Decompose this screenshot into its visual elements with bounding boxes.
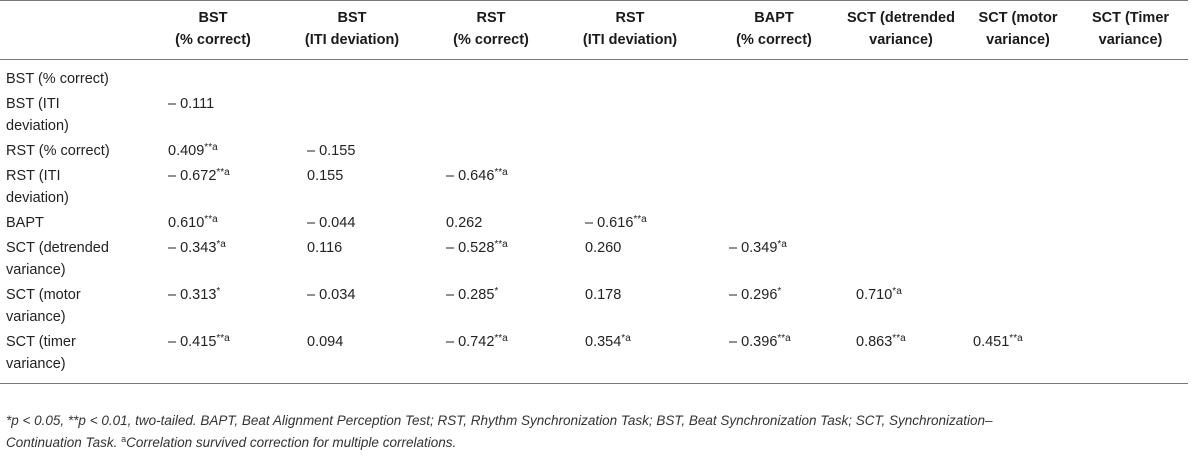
cell-value: – 0.034 (307, 287, 356, 303)
table-cell (431, 92, 551, 139)
correlation-value (856, 284, 946, 306)
footnote-line-2-rest: Correlation survived correction for multiple correlations. (126, 435, 457, 450)
table-cell (963, 92, 1073, 139)
table-cell (551, 139, 709, 164)
table-cell (551, 211, 709, 236)
table-cell (153, 92, 273, 139)
table-cell (551, 92, 709, 139)
cell-value: 0.610 (168, 215, 205, 231)
correlation-value (446, 237, 536, 259)
column-header-line: variance) (986, 32, 1050, 48)
column-header-line: variance) (869, 32, 933, 48)
correlation-value (729, 331, 819, 353)
table-cell (709, 283, 839, 330)
table-row (0, 60, 1188, 93)
row-label-line: deviation) (6, 118, 69, 134)
row-label-line: RST (% correct) (6, 143, 110, 159)
table-cell (709, 60, 839, 93)
table-cell (273, 92, 431, 139)
table-cell (273, 283, 431, 330)
cell-value: 0.262 (446, 215, 483, 231)
cell-value: – 0.285 (446, 287, 495, 303)
table-body (0, 60, 1188, 384)
column-header (0, 1, 153, 60)
table-cell (431, 330, 551, 384)
correlation-value (307, 165, 397, 187)
table-cell (1073, 164, 1188, 211)
table-cell (153, 330, 273, 384)
table-cell (1073, 236, 1188, 283)
table-cell (431, 283, 551, 330)
table-cell (551, 236, 709, 283)
correlation-value (585, 237, 675, 259)
table-cell (153, 60, 273, 93)
table-footnote (6, 410, 1186, 454)
column-header-line: (% correct) (175, 32, 251, 48)
table-cell (153, 283, 273, 330)
table-cell (1073, 92, 1188, 139)
correlation-value (168, 237, 258, 259)
row-label-line: SCT (detrended (6, 240, 109, 256)
significance-marker: *a (216, 239, 226, 250)
table-cell (431, 139, 551, 164)
row-label-line: RST (ITI (6, 168, 61, 184)
column-header-line: (ITI deviation) (304, 32, 400, 48)
cell-value: – 0.672 (168, 168, 217, 184)
cell-value: 0.710 (856, 287, 893, 303)
correlation-value (446, 165, 536, 187)
row-label-line: BAPT (6, 215, 44, 231)
column-header-line: SCT (motor (978, 10, 1058, 26)
column-header-line: BST (198, 10, 228, 26)
row-label (0, 236, 153, 283)
significance-marker: **a (1009, 333, 1023, 344)
correlation-value (585, 331, 675, 353)
table-row (0, 236, 1188, 283)
cell-value: – 0.313 (168, 287, 217, 303)
table-cell (839, 60, 963, 93)
table-cell (431, 211, 551, 236)
cell-value: 0.116 (307, 240, 343, 256)
cell-value: – 0.646 (446, 168, 495, 184)
table-cell (431, 60, 551, 93)
column-header-line: (% correct) (736, 32, 812, 48)
correlation-value (446, 284, 536, 306)
table-cell (1073, 283, 1188, 330)
cell-value: – 0.415 (168, 334, 217, 350)
table-row (0, 92, 1188, 139)
correlation-value (168, 165, 258, 187)
correlation-value (307, 284, 397, 306)
table-cell (431, 164, 551, 211)
row-label (0, 330, 153, 384)
significance-marker: *a (777, 239, 787, 250)
correlation-value (307, 237, 397, 259)
significance-marker: **a (216, 333, 230, 344)
correlation-value (446, 331, 536, 353)
table-cell (153, 211, 273, 236)
correlation-value (729, 237, 819, 259)
column-header-line: SCT (detrended (847, 10, 955, 26)
column-header (1073, 1, 1188, 60)
column-header (273, 1, 431, 60)
significance-marker: **a (216, 167, 230, 178)
table-cell (839, 211, 963, 236)
row-label-line: variance) (6, 262, 66, 278)
correlation-value (585, 212, 675, 234)
significance-marker: **a (494, 239, 508, 250)
table-cell (839, 139, 963, 164)
cell-value: – 0.155 (307, 143, 356, 159)
table-cell (839, 283, 963, 330)
cell-value: – 0.616 (585, 215, 634, 231)
table-cell (551, 164, 709, 211)
table-header (0, 1, 1188, 60)
significance-marker: **a (892, 333, 906, 344)
table-cell (963, 283, 1073, 330)
column-header-line: RST (615, 10, 645, 26)
column-header (551, 1, 709, 60)
significance-marker: * (494, 286, 499, 297)
table-row (0, 164, 1188, 211)
table-cell (963, 60, 1073, 93)
table-cell (709, 139, 839, 164)
table-cell (1073, 139, 1188, 164)
cell-value: – 0.396 (729, 334, 778, 350)
cell-value: – 0.343 (168, 240, 217, 256)
cell-value: – 0.349 (729, 240, 778, 256)
cell-value: 0.178 (585, 287, 622, 303)
significance-marker: **a (633, 214, 647, 225)
row-label-line: BST (% correct) (6, 71, 109, 87)
table-cell (709, 330, 839, 384)
footnote-superscript: a (121, 434, 127, 444)
column-header-line: (ITI deviation) (582, 32, 678, 48)
table-cell (839, 164, 963, 211)
table-cell (153, 139, 273, 164)
column-header-line: BST (337, 10, 367, 26)
row-label (0, 164, 153, 211)
table-cell (431, 236, 551, 283)
column-header-line: variance) (1098, 32, 1163, 48)
table-cell (963, 330, 1073, 384)
table-cell (273, 139, 431, 164)
cell-value: 0.451 (973, 334, 1010, 350)
significance-marker: **a (204, 142, 218, 153)
column-header (963, 1, 1073, 60)
significance-marker: *a (892, 286, 902, 297)
row-label (0, 211, 153, 236)
table-cell (273, 236, 431, 283)
table-cell (551, 283, 709, 330)
table-cell (709, 92, 839, 139)
table-cell (963, 236, 1073, 283)
row-label (0, 139, 153, 164)
significance-marker: **a (494, 333, 508, 344)
table-cell (839, 330, 963, 384)
cell-value: 0.155 (307, 168, 344, 184)
row-label-line: SCT (motor (6, 287, 81, 303)
table-cell (273, 211, 431, 236)
header-row (0, 1, 1188, 60)
table-cell (273, 164, 431, 211)
significance-marker: **a (204, 214, 218, 225)
table-cell (153, 164, 273, 211)
table-cell (153, 236, 273, 283)
column-header (709, 1, 839, 60)
table-cell (839, 92, 963, 139)
correlation-value (168, 212, 258, 234)
table-cell (1073, 211, 1188, 236)
table-cell (273, 330, 431, 384)
cell-value: – 0.044 (307, 215, 356, 231)
table-cell (551, 60, 709, 93)
row-label-line: BST (ITI (6, 96, 60, 112)
correlation-value (168, 331, 258, 353)
cell-value: – 0.296 (729, 287, 778, 303)
column-header (153, 1, 273, 60)
correlation-value (168, 140, 258, 162)
table-cell (963, 139, 1073, 164)
column-header-line: (% correct) (453, 32, 529, 48)
footnote-line-1: *p < 0.05, **p < 0.01, two-tailed. BAPT, Beat Alignment Perception Test; RST, Rhythm Synchronization Task; BST, Beat Synchronization Task; SCT, Synchronization– (6, 413, 993, 428)
cell-value: 0.409 (168, 143, 205, 159)
table-cell (273, 60, 431, 93)
significance-marker: * (216, 286, 221, 297)
correlation-value (856, 331, 946, 353)
footnote-line-2-prefix: Continuation Task. (6, 435, 122, 450)
row-label (0, 92, 153, 139)
correlation-value (307, 212, 397, 234)
table-cell (1073, 330, 1188, 384)
cell-value: 0.094 (307, 334, 344, 350)
correlation-value (307, 331, 397, 353)
row-label (0, 60, 153, 93)
table-cell (709, 236, 839, 283)
row-label-line: variance) (6, 309, 66, 325)
column-header-line: RST (476, 10, 506, 26)
column-header (839, 1, 963, 60)
significance-marker: *a (621, 333, 631, 344)
correlation-value (973, 331, 1063, 353)
footnote-line-2 (6, 432, 1186, 454)
cell-value: 0.260 (585, 240, 622, 256)
table-row (0, 330, 1188, 384)
table-row (0, 211, 1188, 236)
cell-value: – 0.111 (168, 96, 215, 112)
cell-value: – 0.742 (446, 334, 495, 350)
row-label-line: SCT (timer (6, 334, 76, 350)
significance-marker: * (777, 286, 782, 297)
correlation-value (168, 284, 258, 306)
table-cell (551, 330, 709, 384)
significance-marker: **a (777, 333, 791, 344)
table-cell (963, 211, 1073, 236)
table-cell (709, 164, 839, 211)
table-cell (839, 236, 963, 283)
correlation-value (307, 140, 397, 162)
correlation-value (446, 212, 536, 234)
correlation-value (168, 93, 258, 115)
cell-value: – 0.528 (446, 240, 495, 256)
correlation-value (585, 284, 675, 306)
table-cell (1073, 60, 1188, 93)
table-cell (963, 164, 1073, 211)
row-label-line: deviation) (6, 190, 69, 206)
table-row (0, 139, 1188, 164)
cell-value: 0.863 (856, 334, 893, 350)
table-cell (709, 211, 839, 236)
table-row (0, 283, 1188, 330)
row-label (0, 283, 153, 330)
correlation-value (729, 284, 819, 306)
column-header-line: SCT (Timer (1091, 10, 1170, 26)
significance-marker: **a (494, 167, 508, 178)
row-label-line: variance) (6, 356, 66, 372)
column-header-line: BAPT (754, 10, 794, 26)
cell-value: 0.354 (585, 334, 622, 350)
column-header (431, 1, 551, 60)
